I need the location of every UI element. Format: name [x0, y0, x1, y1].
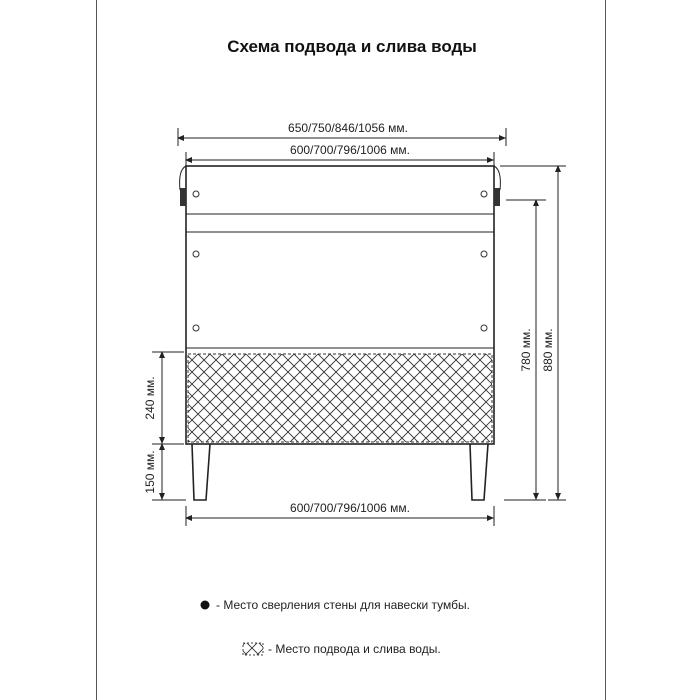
height-880-dimension: [500, 166, 566, 500]
legs-150-label: 150 мм.: [143, 450, 157, 494]
legend-plumbing-text: - Место подвода и слива воды.: [268, 642, 441, 656]
zone-240-label: 240 мм.: [143, 376, 157, 420]
diagram-title: Схема подвода и слива воды: [227, 37, 477, 56]
legend-drill-text: - Место сверления стены для навески тумбы.: [216, 598, 470, 612]
body-width-dimension: [186, 143, 494, 168]
overall-width-label: 650/750/846/1056 мм.: [288, 121, 408, 135]
height-780-dimension: [504, 200, 546, 500]
cabinet-legs: [192, 444, 488, 500]
height-780-label: 780 мм.: [519, 328, 533, 372]
bottom-width-label: 600/700/796/1006 мм.: [290, 501, 410, 515]
height-880-label: 880 мм.: [541, 328, 555, 372]
plumbing-zone-swatch-icon: [243, 643, 263, 655]
drill-holes: [193, 191, 487, 331]
zone-240-dimension: [143, 352, 184, 444]
drill-dot-icon: [201, 601, 210, 610]
legend: [201, 598, 470, 656]
plumbing-zone: [188, 354, 492, 442]
legs-150-dimension: [143, 444, 186, 500]
bottom-width-dimension: [186, 501, 494, 526]
body-width-label: 600/700/796/1006 мм.: [290, 143, 410, 157]
